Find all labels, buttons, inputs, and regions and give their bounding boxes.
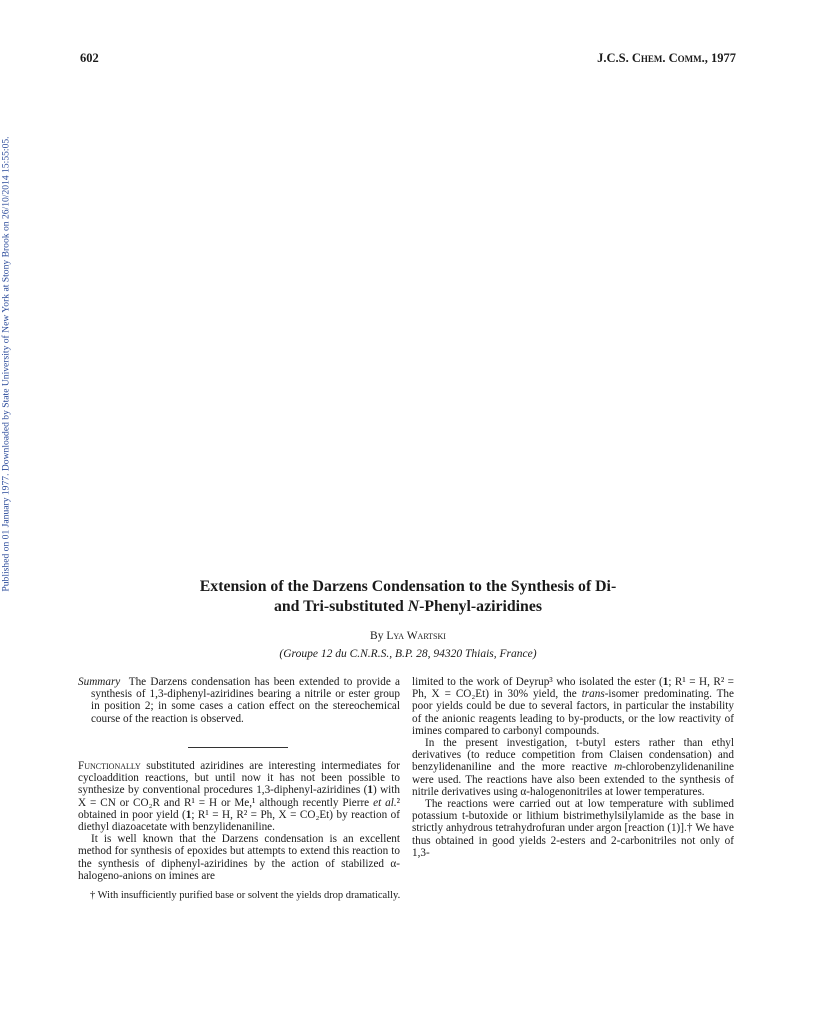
- author-prefix: By: [370, 630, 387, 642]
- text-run: ; R¹ = H, R² = Ph, X = CO₂Et) in 30% yield, the: [412, 676, 734, 701]
- compound-ref: 1: [367, 784, 373, 797]
- download-watermark[interactable]: Published on 01 January 1977. Downloaded by State University of New York at Stony Brook on 26/10/2014 15:55:05.: [0, 136, 12, 592]
- text-run: -isomer predominating. The poor yields could be due to several factors, in particular the instability of the anionic reagents leading to by-products, or the low reactivity of imines compared to carbonyl compounds.: [412, 688, 734, 737]
- title-line-2-b: -Phenyl-aziridines: [419, 598, 542, 615]
- text-run: ² obtained in poor yield (: [78, 796, 400, 821]
- journal-header: [597, 51, 736, 66]
- title-line-2-a: and Tri-substituted: [273, 598, 408, 615]
- summary-label: Summary: [78, 676, 121, 688]
- text-run-italic: trans: [581, 688, 605, 701]
- footnote: † With insufficiently purified base or solvent the yields drop dramatically.: [90, 890, 401, 901]
- text-run: It is well known that the Darzens condensation is an excellent method for synthesis of epoxides but attempts to extend this reaction to the synthesis of diphenyl-aziridines by the action of stabilized α-halogeno-anions on imines are: [78, 833, 400, 882]
- left-column: [78, 760, 400, 882]
- right-column: [412, 676, 734, 859]
- compound-ref: 1: [185, 808, 192, 821]
- text-run-italic: et al.: [373, 796, 397, 809]
- article-title: [120, 577, 696, 617]
- journal-name: J.C.S. Chem. Comm., 1977: [597, 51, 736, 65]
- author-line: [0, 630, 816, 642]
- author-name: Lya Wartski: [386, 630, 446, 642]
- compound-ref: 1: [662, 676, 669, 688]
- text-run: ) with X = CN or CO₂R and R¹ = H or Me,¹ although recently Pierre: [78, 784, 400, 809]
- text-run-italic: m: [614, 761, 623, 774]
- summary-block: [78, 676, 400, 725]
- title-line-1: Extension of the Darzens Condensation to the Synthesis of Di-: [199, 578, 617, 595]
- text-run: In the present investigation, t-butyl esters rather than ethyl derivatives (to reduce competition from Claisen condensation) and benzylidenaniline and the more reactive: [412, 737, 734, 774]
- text-run: The reactions were carried out at low temperature with sublimed potassium t-butoxide or lithium bistrimethylsilylamide as the base in strictly anhydrous tetrahydrofuran under argon [reaction (1)].† We have thus obtained in good yields 2-esters and 2-carbonitriles not only of 1,3-: [412, 798, 734, 859]
- title-line-2: [120, 597, 696, 617]
- affiliation: (Groupe 12 du C.N.R.S., B.P. 28, 94320 Thiais, France): [279, 648, 537, 660]
- title-line-2-italic: N: [407, 598, 420, 615]
- text-run: ; R¹ = H, R² = Ph, X = CO₂Et) by reaction of diethyl diazoacetate with benzylidenaniline.: [78, 808, 400, 834]
- page-number: 602: [80, 51, 99, 65]
- text-run: substituted aziridines are interesting intermediates for cycloaddition reactions, but until now it has not been possible to synthesize by conventional procedures 1,3-diphenyl-aziridines (: [78, 760, 400, 797]
- lead-word: Functionally: [78, 760, 141, 772]
- summary-text: The Darzens condensation has been extended to provide a synthesis of 1,3-diphenyl-aziridines bearing a nitrile or ester group in position 2; in some cases a cation effect on the stereochemical course of the reaction is observed.: [91, 676, 400, 725]
- section-divider: [188, 747, 288, 748]
- text-run: limited to the work of Deyrup³ who isolated the ester (: [412, 676, 663, 688]
- text-run: -chlorobenzylidenaniline were used. The reactions have also been extended to the synthesis of nitrile derivatives using α-halogenonitriles at lower temperatures.: [412, 761, 734, 798]
